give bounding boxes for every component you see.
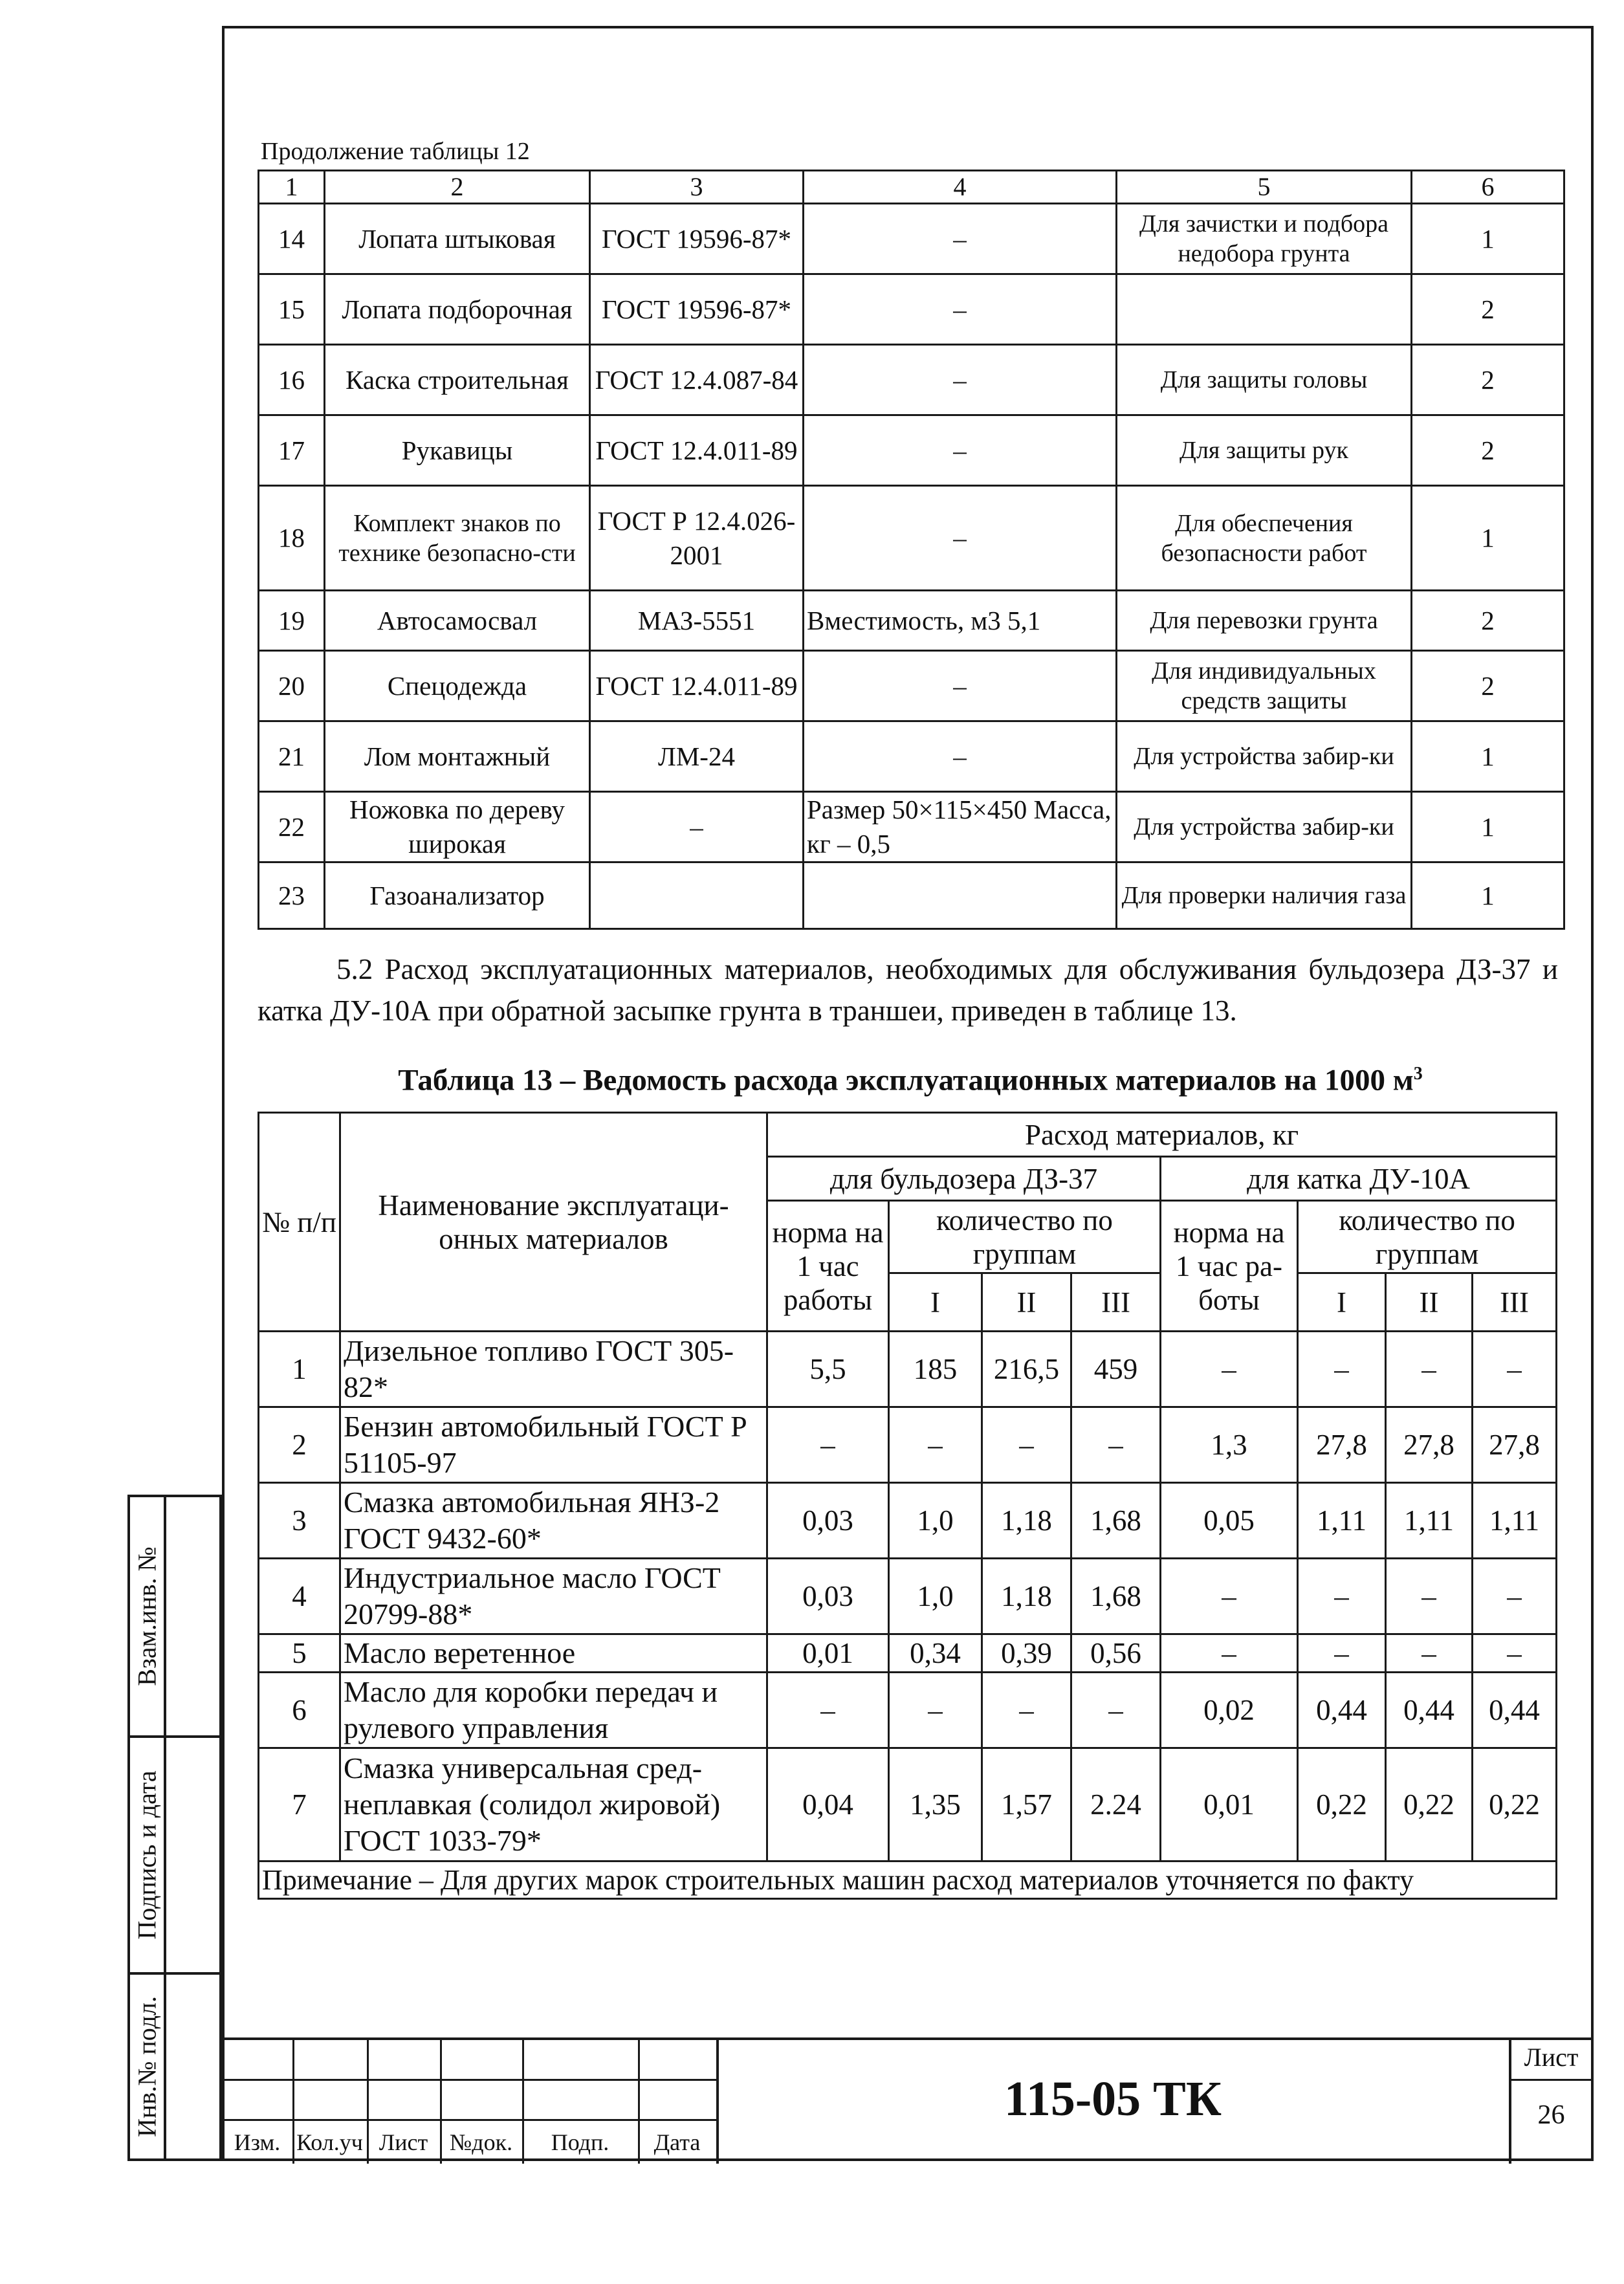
value-cell: 1,11 xyxy=(1473,1483,1557,1559)
material-name: Дизельное топливо ГОСТ 305-82* xyxy=(340,1332,767,1407)
side-label-inv-text: Инв.№ подл. xyxy=(132,1996,162,2137)
value-cell: 1,0 xyxy=(889,1559,982,1634)
value-cell: – xyxy=(1161,1559,1298,1634)
value-cell: – xyxy=(889,1673,982,1748)
table-row xyxy=(259,721,1564,792)
table12 xyxy=(258,170,1565,930)
item-purpose: Для перевозки грунта xyxy=(1117,591,1412,651)
material-name: Масло для коробки передач и рулевого управления xyxy=(340,1673,767,1748)
table-row xyxy=(259,1483,1557,1559)
row-number: 20 xyxy=(259,651,325,721)
item-quantity: 2 xyxy=(1412,415,1564,486)
item-name: Автосамосвал xyxy=(325,591,590,651)
value-cell: 0,03 xyxy=(767,1559,889,1634)
row-number: 4 xyxy=(259,1559,340,1634)
item-spec: – xyxy=(804,415,1117,486)
value-cell: – xyxy=(1386,1332,1473,1407)
item-name: Рукавицы xyxy=(325,415,590,486)
item-standard: ГОСТ 12.4.011-89 xyxy=(590,651,804,721)
table12-header-cell: 5 xyxy=(1117,171,1412,204)
value-cell: – xyxy=(1071,1673,1161,1748)
value-cell: 0,01 xyxy=(767,1634,889,1673)
value-cell: – xyxy=(1473,1332,1557,1407)
table-row xyxy=(259,345,1564,415)
value-cell: 0,39 xyxy=(982,1634,1071,1673)
item-name: Комплект знаков по технике безопасно-сти xyxy=(325,486,590,591)
value-cell: 0,22 xyxy=(1473,1748,1557,1861)
item-name: Ножовка по дереву широкая xyxy=(325,792,590,862)
value-cell: 2.24 xyxy=(1071,1748,1161,1861)
side-label-podpis xyxy=(127,1735,166,1975)
item-spec: – xyxy=(804,721,1117,792)
row-number: 6 xyxy=(259,1673,340,1748)
table13-note-row xyxy=(259,1861,1557,1899)
table13-note: Примечание – Для других марок строительных машин расход материалов уточняется по факту xyxy=(259,1861,1557,1899)
row-number: 16 xyxy=(259,345,325,415)
header-bulldozer: для бульдозера ДЗ-37 xyxy=(767,1157,1161,1201)
item-standard: ЛМ-24 xyxy=(590,721,804,792)
value-cell: – xyxy=(1298,1332,1386,1407)
value-cell: 1,3 xyxy=(1161,1407,1298,1483)
header-group-2: II xyxy=(1386,1273,1473,1332)
body-paragraph: 5.2 Расход эксплуатационных материалов, необходимых для обслуживания бульдозера ДЗ-37 и катка ДУ-10А при обратной засыпке грунта в траншеи, приведен в таблице 13. xyxy=(258,953,1558,1027)
row-number: 15 xyxy=(259,274,325,345)
item-standard: ГОСТ 19596-87* xyxy=(590,204,804,274)
item-quantity: 2 xyxy=(1412,345,1564,415)
item-spec xyxy=(804,862,1117,929)
stamp-line xyxy=(222,2119,718,2121)
document-code: 115-05 ТК xyxy=(1004,2072,1222,2126)
item-quantity: 1 xyxy=(1412,792,1564,862)
material-name: Смазка автомобильная ЯНЗ-2 ГОСТ 9432-60* xyxy=(340,1483,767,1559)
material-name: Индустриальное масло ГОСТ 20799-88* xyxy=(340,1559,767,1634)
item-quantity: 2 xyxy=(1412,274,1564,345)
value-cell: 27,8 xyxy=(1298,1407,1386,1483)
table-row xyxy=(259,1407,1557,1483)
table-row xyxy=(259,792,1564,862)
item-standard: ГОСТ Р 12.4.026-2001 xyxy=(590,486,804,591)
value-cell: 1,0 xyxy=(889,1483,982,1559)
item-standard: МАЗ-5551 xyxy=(590,591,804,651)
table12-header-row xyxy=(259,171,1564,204)
side-label-inv xyxy=(127,1972,166,2161)
stamp-podp: Подп. xyxy=(551,2129,609,2155)
stamp-data: Дата xyxy=(653,2129,701,2155)
table-row xyxy=(259,651,1564,721)
stamp-ndok: №док. xyxy=(449,2129,513,2155)
item-quantity: 2 xyxy=(1412,591,1564,651)
item-quantity: 2 xyxy=(1412,651,1564,721)
row-number: 5 xyxy=(259,1634,340,1673)
item-standard: ГОСТ 19596-87* xyxy=(590,274,804,345)
item-name: Спецодежда xyxy=(325,651,590,721)
value-cell: – xyxy=(1386,1634,1473,1673)
item-purpose: Для индивидуальных средств защиты xyxy=(1117,651,1412,721)
table-row xyxy=(259,1332,1557,1407)
table13-header-row xyxy=(259,1113,1557,1157)
item-quantity: 1 xyxy=(1412,486,1564,591)
sheet-number: 26 xyxy=(1537,2100,1565,2130)
table-row xyxy=(259,862,1564,929)
table-row xyxy=(259,591,1564,651)
header-groups-roller: количество по группам xyxy=(1298,1201,1557,1273)
stamp-kol: Кол.уч xyxy=(296,2129,363,2155)
item-spec: – xyxy=(804,274,1117,345)
header-norm-bulldozer: норма на 1 час работы xyxy=(767,1201,889,1332)
row-number: 3 xyxy=(259,1483,340,1559)
value-cell: 0,05 xyxy=(1161,1483,1298,1559)
table-row xyxy=(259,486,1564,591)
value-cell: 1,11 xyxy=(1298,1483,1386,1559)
value-cell: 5,5 xyxy=(767,1332,889,1407)
item-spec: – xyxy=(804,204,1117,274)
value-cell: 1,57 xyxy=(982,1748,1071,1861)
item-standard: – xyxy=(590,792,804,862)
item-name: Лом монтажный xyxy=(325,721,590,792)
item-standard: ГОСТ 12.4.011-89 xyxy=(590,415,804,486)
header-group-1: I xyxy=(1298,1273,1386,1332)
item-spec: Размер 50×115×450 Масса, кг – 0,5 xyxy=(804,792,1117,862)
row-number: 2 xyxy=(259,1407,340,1483)
value-cell: – xyxy=(1161,1634,1298,1673)
row-number: 17 xyxy=(259,415,325,486)
value-cell: 27,8 xyxy=(1473,1407,1557,1483)
header-number: № п/п xyxy=(259,1113,340,1332)
header-norm-roller: норма на 1 час ра-боты xyxy=(1161,1201,1298,1332)
item-purpose: Для зачистки и подбора недобора грунта xyxy=(1117,204,1412,274)
value-cell: 0,22 xyxy=(1298,1748,1386,1861)
value-cell: – xyxy=(982,1673,1071,1748)
header-group-3: III xyxy=(1473,1273,1557,1332)
item-purpose: Для защиты рук xyxy=(1117,415,1412,486)
value-cell: 0,04 xyxy=(767,1748,889,1861)
stamp-line xyxy=(222,2079,718,2081)
value-cell: 1,35 xyxy=(889,1748,982,1861)
table-row xyxy=(259,274,1564,345)
value-cell: 0,44 xyxy=(1473,1673,1557,1748)
side-label-vzam xyxy=(127,1495,166,1738)
stamp-list: Лист xyxy=(379,2129,428,2155)
table-row xyxy=(259,1673,1557,1748)
header-roller: для катка ДУ-10А xyxy=(1161,1157,1557,1201)
row-number: 14 xyxy=(259,204,325,274)
table-row xyxy=(259,1634,1557,1673)
row-number: 22 xyxy=(259,792,325,862)
value-cell: – xyxy=(982,1407,1071,1483)
value-cell: – xyxy=(1473,1559,1557,1634)
row-number: 21 xyxy=(259,721,325,792)
value-cell: 1,68 xyxy=(1071,1559,1161,1634)
item-name: Лопата штыковая xyxy=(325,204,590,274)
header-group-2: II xyxy=(982,1273,1071,1332)
row-number: 1 xyxy=(259,1332,340,1407)
value-cell: – xyxy=(1071,1407,1161,1483)
value-cell: 216,5 xyxy=(982,1332,1071,1407)
value-cell: 0,22 xyxy=(1386,1748,1473,1861)
value-cell: 1,18 xyxy=(982,1559,1071,1634)
value-cell: 1,11 xyxy=(1386,1483,1473,1559)
value-cell: 459 xyxy=(1071,1332,1161,1407)
table13-title-text: Таблица 13 – Ведомость расхода эксплуатационных материалов на 1000 м xyxy=(398,1063,1414,1097)
material-name: Смазка универсальная сред-неплавкая (солидол жировой) ГОСТ 1033-79* xyxy=(340,1748,767,1861)
value-cell: – xyxy=(1473,1634,1557,1673)
table-row xyxy=(259,204,1564,274)
value-cell: 1,68 xyxy=(1071,1483,1161,1559)
value-cell: 0,02 xyxy=(1161,1673,1298,1748)
sheet-label: Лист xyxy=(1524,2043,1579,2072)
table-row xyxy=(259,415,1564,486)
value-cell: – xyxy=(767,1407,889,1483)
item-standard xyxy=(590,862,804,929)
item-quantity: 1 xyxy=(1412,721,1564,792)
header-groups-bulldozer: количество по группам xyxy=(889,1201,1161,1273)
value-cell: 0,56 xyxy=(1071,1634,1161,1673)
header-group-3: III xyxy=(1071,1273,1161,1332)
table13 xyxy=(258,1112,1557,1900)
table12-header-cell: 2 xyxy=(325,171,590,204)
value-cell: 185 xyxy=(889,1332,982,1407)
item-name: Каска строительная xyxy=(325,345,590,415)
side-label-podpis-text: Подпись и дата xyxy=(132,1770,162,1940)
material-name: Масло веретенное xyxy=(340,1634,767,1673)
item-purpose xyxy=(1117,274,1412,345)
side-label-vzam-text: Взам.инв. № xyxy=(132,1546,162,1686)
value-cell: 1,18 xyxy=(982,1483,1071,1559)
item-purpose: Для проверки наличия газа xyxy=(1117,862,1412,929)
item-name: Лопата подборочная xyxy=(325,274,590,345)
table13-title-superscript: 3 xyxy=(1413,1064,1423,1084)
item-purpose: Для защиты головы xyxy=(1117,345,1412,415)
value-cell: – xyxy=(1298,1559,1386,1634)
value-cell: – xyxy=(889,1407,982,1483)
stamp-izm: Изм. xyxy=(234,2129,281,2155)
value-cell: – xyxy=(767,1673,889,1748)
item-quantity: 1 xyxy=(1412,204,1564,274)
value-cell: 0,44 xyxy=(1386,1673,1473,1748)
item-quantity: 1 xyxy=(1412,862,1564,929)
material-name: Бензин автомобильный ГОСТ Р 51105-97 xyxy=(340,1407,767,1483)
table12-header-cell: 1 xyxy=(259,171,325,204)
stamp-line xyxy=(1509,2079,1594,2081)
table12-header-cell: 6 xyxy=(1412,171,1564,204)
value-cell: 27,8 xyxy=(1386,1407,1473,1483)
item-standard: ГОСТ 12.4.087-84 xyxy=(590,345,804,415)
value-cell: – xyxy=(1161,1332,1298,1407)
row-number: 7 xyxy=(259,1748,340,1861)
item-purpose: Для устройства забир-ки xyxy=(1117,721,1412,792)
item-name: Газоанализатор xyxy=(325,862,590,929)
table13-title xyxy=(258,1055,1563,1100)
header-consumption: Расход материалов, кг xyxy=(767,1113,1557,1157)
item-spec: – xyxy=(804,345,1117,415)
value-cell: – xyxy=(1386,1559,1473,1634)
value-cell: – xyxy=(1298,1634,1386,1673)
row-number: 23 xyxy=(259,862,325,929)
value-cell: 0,03 xyxy=(767,1483,889,1559)
header-material-name: Наименование эксплуатаци-онных материалов xyxy=(340,1113,767,1332)
item-spec: – xyxy=(804,486,1117,591)
item-spec: Вместимость, м3 5,1 xyxy=(804,591,1117,651)
table-row xyxy=(259,1559,1557,1634)
table12-header-cell: 3 xyxy=(590,171,804,204)
header-group-1: I xyxy=(889,1273,982,1332)
row-number: 18 xyxy=(259,486,325,591)
table-row xyxy=(259,1748,1557,1861)
item-spec: – xyxy=(804,651,1117,721)
item-purpose: Для устройства забир-ки xyxy=(1117,792,1412,862)
item-purpose: Для обеспечения безопасности работ xyxy=(1117,486,1412,591)
value-cell: 0,01 xyxy=(1161,1748,1298,1861)
value-cell: 0,34 xyxy=(889,1634,982,1673)
table12-header-cell: 4 xyxy=(804,171,1117,204)
table12-caption: Продолжение таблицы 12 xyxy=(261,138,530,165)
row-number: 19 xyxy=(259,591,325,651)
value-cell: 0,44 xyxy=(1298,1673,1386,1748)
